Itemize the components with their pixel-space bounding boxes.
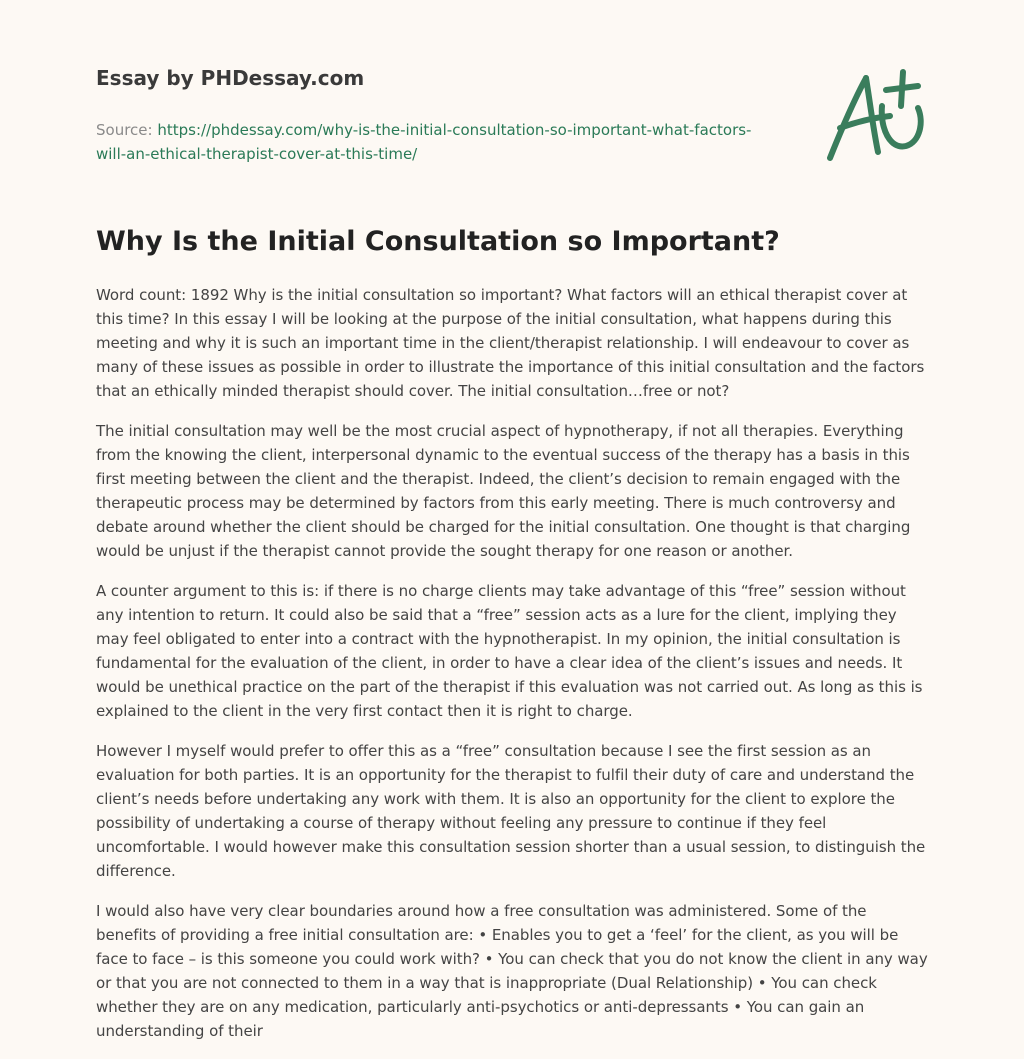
essay-header	[96, 64, 796, 166]
essay-paragraph: I would also have very clear boundaries around how a free consultation was administered. Some of the benefits of providing a free initial consultation are: • Enables you to get a ‘feel’ for the client, as you will be face to face – is this someone you could work with? • You can check that you do not know the client in any way or that you are not connected to them in a way that is inappropriate (Dual Relationship) • You can check whether they are on any medication, particularly anti-psychotics or anti-depressants • You can gain an understanding of their	[96, 902, 928, 1040]
essay-body	[96, 283, 928, 1059]
a-plus-grade-icon	[820, 66, 932, 166]
source-line	[96, 118, 796, 166]
source-link[interactable]	[96, 121, 751, 163]
source-link-line-2: will-an-ethical-therapist-cover-at-this-time/	[96, 145, 418, 163]
essay-paragraph: A counter argument to this is: if there is no charge clients may take advantage of this “free” session without any intention to return. It could also be said that a “free” session acts as a lure for the client, implying they may feel obligated to enter into a contract with the hypnotherapist. In my opinion, the initial consultation is fundamental for the evaluation of the client, in order to have a clear idea of the client’s issues and needs. It would be unethical practice on the part of the therapist if this evaluation was not carried out. As long as this is explained to the client in the very first contact then it is right to charge.	[96, 582, 923, 720]
essay-paragraph: However I myself would prefer to offer this as a “free” consultation because I see the first session as an evaluation for both parties. It is an opportunity for the therapist to fulfil their duty of care and understand the client’s needs before undertaking any work with them. It is also an opportunity for the client to explore the possibility of undertaking a course of therapy without feeling any pressure to continue if they feel uncomfortable. I would however make this consultation session shorter than a usual session, to distinguish the difference.	[96, 742, 926, 880]
site-title: Essay by PHDessay.com	[96, 66, 365, 90]
source-link-line-1: https://phdessay.com/why-is-the-initial-consultation-so-important-what-factors-	[157, 121, 752, 139]
essay-title: Why Is the Initial Consultation so Important?	[96, 226, 780, 257]
essay-paragraph: The initial consultation may well be the most crucial aspect of hypnotherapy, if not all therapies. Everything from the knowing the client, interpersonal dynamic to the eventual success of the therapy has a basis in this first meeting between the client and the therapist. Indeed, the client’s decision to remain engaged with the therapeutic process may be determined by factors from this early meeting. There is much controversy and debate around whether the client should be charged for the initial consultation. One thought is that charging would be unjust if the therapist cannot provide the sought therapy for one reason or another.	[96, 422, 911, 560]
essay-paragraph: Word count: 1892 Why is the initial consultation so important? What factors will an ethical therapist cover at this time? In this essay I will be looking at the purpose of the initial consultation, what happens during this meeting and why it is such an important time in the client/therapist relationship. I will endeavour to cover as many of these issues as possible in order to illustrate the importance of this initial consultation and the factors that an ethically minded therapist should cover. The initial consultation…free or not?	[96, 286, 925, 400]
source-label: Source:	[96, 121, 158, 139]
